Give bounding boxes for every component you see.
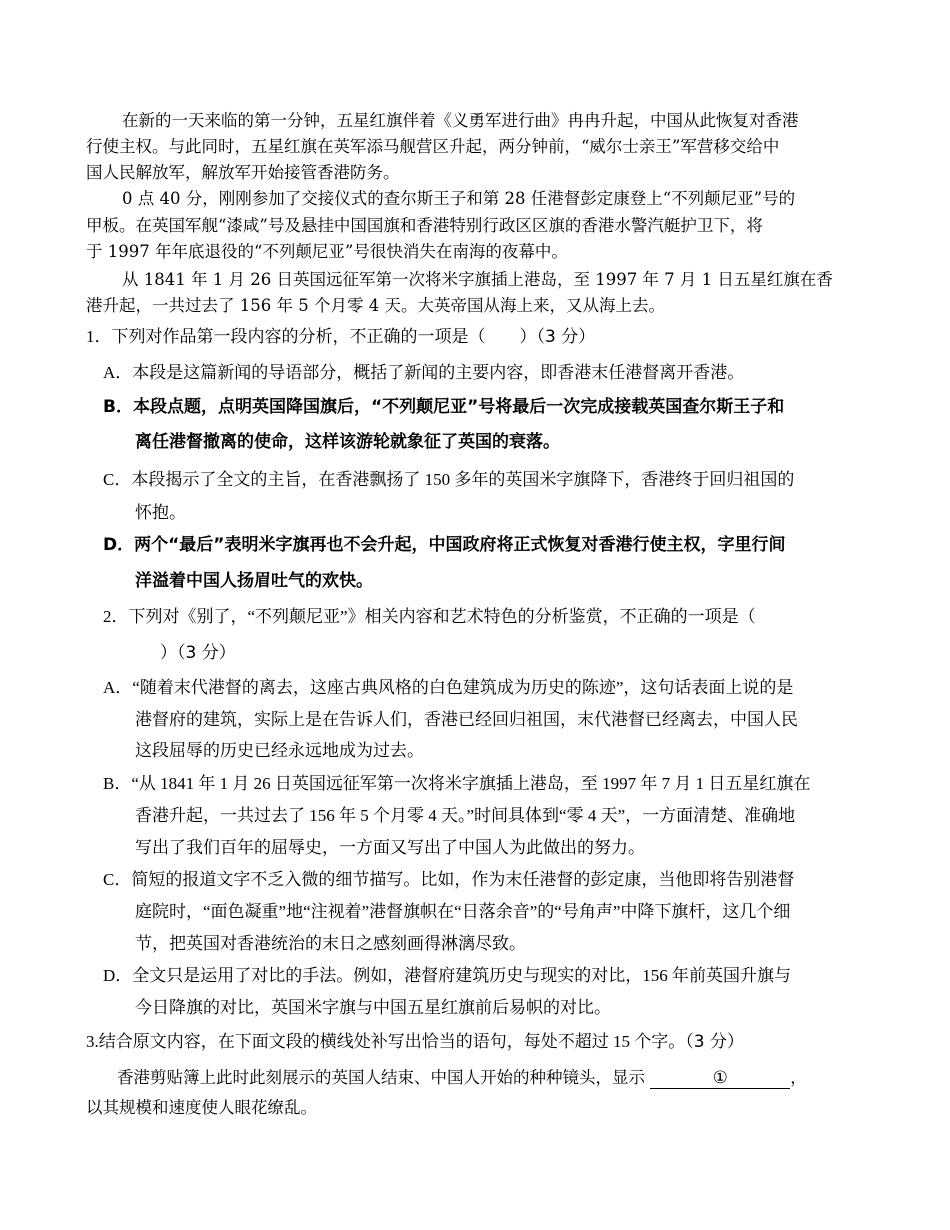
q1-score: （3 分）	[536, 327, 596, 347]
passage-p3-line-1: 从 1841 年 1 月 26 日英国远征军第一次将米字旗插上港岛，至 1997 年 7 月 1 日五星红旗在香	[122, 270, 833, 289]
q2-option-d-line-2: 今日降旗的对比，英国米字旗与中国五星红旗前后易帜的对比。	[135, 998, 611, 1017]
q1-option-b-line-2: 离任港督撤离的使命，这样该游轮就象征了英国的衰落。	[135, 432, 560, 452]
q3-answer-blank[interactable]: ①	[650, 1070, 790, 1089]
q3-stem-text: 3.结合原文内容，在下面文段的横线处补写出恰当的语句，每处不超过 15 个字。	[86, 1032, 686, 1051]
q2-option-a-line-1: A．“随着末代港督的离去，这座古典风格的白色建筑成为历史的陈迹”，这句话表面上说的是	[103, 678, 794, 697]
q1-option-c-line-1: C．本段揭示了全文的主旨，在香港飘扬了 150 多年的英国米字旗降下，香港终于回归祖国的	[103, 470, 795, 489]
q3-score: （3 分）	[685, 1032, 744, 1052]
q1-stem-text: 1．下列对作品第一段内容的分析，不正确的一项是（ ）	[86, 327, 537, 346]
q2-option-b-line-2: 香港升起，一共过去了 156 年 5 个月零 4 天。”时间具体到“零 4 天”，一方面清楚、准确地	[135, 806, 796, 825]
q3-passage-text: 香港剪贴簿上此时此刻展示的英国人结束、中国人开始的种种镜头，显示	[117, 1068, 645, 1087]
q2-stem-cont-text: ）	[160, 643, 177, 662]
q1-option-d-line-2: 洋溢着中国人扬眉吐气的欢快。	[135, 571, 373, 591]
q3-passage-line-1	[117, 1070, 807, 1089]
q1-option-d-line-1: D．两个“最后”表明米字旗再也不会升起，中国政府将正式恢复对香港行使主权，字里行间	[103, 535, 786, 555]
passage-p3-line-2: 港升起，一共过去了 156 年 5 个月零 4 天。大英帝国从海上来，又从海上去。	[86, 296, 665, 315]
passage-p2-line-3: 于 1997 年年底退役的“不列颠尼亚”号很快消失在南海的夜幕中。	[86, 242, 568, 261]
q3-passage-line-2: 以其规模和速度使人眼花缭乱。	[86, 1098, 317, 1117]
passage-p1-line-3: 国人民解放军，解放军开始接管香港防务。	[86, 163, 400, 182]
q1-stem	[86, 328, 595, 346]
q3-stem	[86, 1033, 744, 1051]
q2-stem-cont	[160, 644, 236, 662]
q2-score: （3 分）	[177, 643, 236, 663]
q2-option-a-line-3: 这段屈辱的历史已经永远地成为过去。	[135, 741, 424, 760]
q2-option-d-line-1: D．全文只是运用了对比的手法。例如，港督府建筑历史与现实的对比，156 年前英国升旗与	[103, 966, 792, 985]
q2-option-c-line-3: 节，把英国对香港统治的末日之感刻画得淋漓尽致。	[135, 934, 526, 953]
passage-p2-line-2: 甲板。在英国军舰“漆咸”号及悬挂中国国旗和香港特别行政区区旗的香港水警汽艇护卫下，将	[86, 216, 763, 235]
q2-option-c-line-1: C．简短的报道文字不乏入微的细节描写。比如，作为末任港督的彭定康，当他即将告别港督	[103, 870, 795, 889]
passage-p1-line-1: 在新的一天来临的第一分钟，五星红旗伴着《义勇军进行曲》冉冉升起，中国从此恢复对香港	[122, 111, 799, 130]
passage-p1-line-2: 行使主权。与此同时，五星红旗在英军添马舰营区升起，两分钟前，“威尔士亲王”军营移交给中	[86, 137, 780, 156]
q2-option-b-line-1: B．“从 1841 年 1 月 26 日英国远征军第一次将米字旗插上港岛，至 1997 年 7 月 1 日五星红旗在	[103, 774, 811, 793]
q2-option-a-line-2: 港督府的建筑，实际上是在告诉人们，香港已经回归祖国，末代港督已经离去，中国人民	[135, 710, 798, 729]
q1-option-a: A．本段是这篇新闻的导语部分，概括了新闻的主要内容，即香港末任港督离开香港。	[103, 363, 745, 382]
q1-option-c-line-2: 怀抱。	[135, 503, 186, 522]
q2-option-c-line-2: 庭院时，“面色凝重”地“注视着”港督旗帜在“日落余音”的“号角声”中降下旗杆，这几个细	[135, 902, 791, 921]
q1-option-b-line-1: B．本段点题，点明英国降国旗后，“不列颠尼亚”号将最后一次完成接载英国查尔斯王子和	[103, 397, 785, 417]
q2-option-b-line-3: 写出了我们百年的屈辱史，一方面又写出了中国人为此做出的努力。	[135, 838, 645, 857]
q3-passage-comma: ，	[790, 1068, 807, 1087]
q2-stem: 2．下列对《别了，“不列颠尼亚”》相关内容和艺术特色的分析鉴赏，不正确的一项是（	[103, 607, 756, 626]
passage-p2-line-1: 0 点 40 分，刚刚参加了交接仪式的查尔斯王子和第 28 任港督彭定康登上“不列颠尼亚”号的	[122, 189, 796, 208]
